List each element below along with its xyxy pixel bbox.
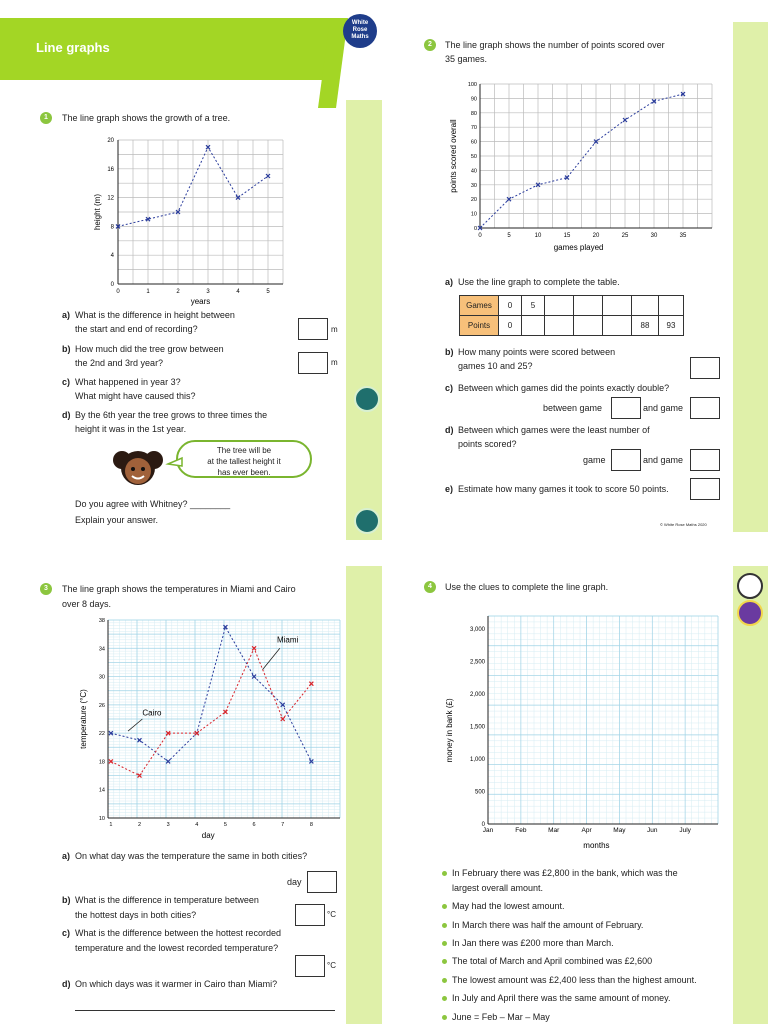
question-text: What is the difference between the hottest recorded	[75, 928, 281, 938]
part-label: c)	[62, 377, 71, 387]
y-tick-label: 0	[110, 282, 114, 288]
unit-label: m	[331, 358, 338, 367]
answer-prefix: and game	[643, 403, 684, 413]
x-tick-label: Apr	[581, 827, 592, 834]
table-cell[interactable]	[659, 296, 684, 316]
y-tick-label: 90	[470, 96, 477, 103]
y-tick-label: 20	[107, 138, 114, 144]
question-text: Estimate how many games it took to score 50 points.	[458, 484, 669, 494]
question-number: 2	[424, 39, 436, 51]
y-tick-label: 18	[98, 759, 105, 766]
speech-bubble: The tree will be at the tallest height it has ever been.	[176, 440, 312, 478]
question-text: the start and end of recording?	[75, 324, 198, 334]
table-cell: 0	[499, 316, 522, 336]
answer-line[interactable]	[75, 1010, 335, 1011]
y-tick-label: 1,500	[469, 724, 485, 731]
x-tick-label: Mar	[548, 827, 560, 834]
x-tick-label: 10	[534, 233, 542, 239]
clue-text: The total of March and April combined was £2,600	[452, 956, 653, 966]
y-tick-label: 500	[474, 789, 485, 796]
clue-text: In July and April there was the same amount of money.	[452, 993, 671, 1003]
y-tick-label: 3,000	[469, 627, 485, 633]
clue-text: June = Feb – Mar – May	[452, 1012, 550, 1022]
margin-stripe	[346, 566, 382, 1024]
question-text: How much did the tree grow between	[75, 344, 224, 354]
x-tick-label: 1	[109, 822, 113, 828]
x-axis-label: years	[190, 297, 211, 306]
bullet-icon	[442, 1015, 447, 1020]
y-tick-label: 100	[467, 82, 477, 88]
y-tick-label: 20	[470, 197, 477, 204]
x-tick-label: 30	[650, 233, 658, 239]
clue-text: The lowest amount was £2,400 less than the highest amount.	[452, 975, 697, 985]
x-tick-label: 7	[281, 822, 285, 828]
answer-box[interactable]	[690, 478, 720, 500]
question-text: points scored?	[458, 439, 517, 449]
question-prompt: The line graph shows the number of points scored over	[445, 40, 665, 50]
question-text: By the 6th year the tree grows to three times the	[75, 410, 268, 420]
table-header-cell: Points	[460, 316, 499, 336]
question-number: 4	[424, 581, 436, 593]
x-tick-label: 3	[166, 822, 170, 828]
part-label: d)	[62, 410, 71, 420]
y-tick-label: 60	[470, 139, 477, 146]
x-tick-label: 5	[266, 289, 270, 295]
x-tick-label: 8	[309, 822, 313, 828]
bullet-icon	[442, 904, 447, 909]
plot-area	[488, 616, 718, 824]
table-cell[interactable]	[522, 316, 545, 336]
x-tick-label: 25	[621, 233, 629, 239]
bullet-icon	[442, 959, 447, 964]
x-tick-label: Feb	[515, 827, 527, 834]
answer-box[interactable]	[690, 357, 720, 379]
answer-box[interactable]	[690, 397, 720, 419]
table-cell: 5	[522, 296, 545, 316]
bullet-icon	[442, 871, 447, 876]
margin-stripe	[346, 100, 382, 540]
question-prompt: Use the clues to complete the line graph.	[445, 582, 609, 592]
x-tick-label: Jun	[647, 827, 658, 834]
x-axis-label: months	[583, 841, 610, 850]
x-tick-label: May	[613, 827, 626, 834]
y-tick-label: 0	[473, 226, 477, 232]
part-label: a)	[62, 851, 71, 861]
temperature-chart	[76, 612, 334, 842]
part-label: b)	[445, 347, 454, 357]
table-cell[interactable]	[574, 296, 603, 316]
question-text: What might have caused this?	[75, 391, 196, 401]
y-tick-label: 38	[98, 618, 105, 624]
y-tick-label: 16	[107, 166, 114, 173]
question-text: games 10 and 25?	[458, 361, 533, 371]
question-text: temperature and the lowest recorded temperature?	[75, 943, 279, 953]
y-axis-label: temperature (°C)	[79, 689, 88, 749]
question-text: On which days was it warmer in Cairo than Miami?	[75, 979, 278, 989]
part-label: b)	[62, 344, 71, 354]
points-table	[459, 295, 684, 336]
clue-text: In March there was half the amount of February.	[452, 920, 644, 930]
cairo-label: Cairo	[142, 708, 162, 718]
question-prompt: over 8 days.	[62, 599, 112, 609]
bullet-icon	[442, 978, 447, 983]
y-tick-label: 70	[470, 125, 477, 132]
x-tick-label: 15	[563, 233, 571, 239]
copyright: © White Rose Maths 2020	[660, 522, 707, 527]
answer-prefix: between game	[543, 403, 603, 413]
x-tick-label: 6	[252, 822, 256, 828]
part-label: a)	[62, 310, 71, 320]
page-title: Line graphs	[36, 40, 110, 55]
margin-stripe	[733, 22, 768, 532]
part-label: d)	[445, 425, 454, 435]
table-cell[interactable]	[632, 296, 659, 316]
discussion-icon	[354, 386, 380, 412]
x-tick-label: 0	[116, 289, 120, 295]
table-cell: 0	[499, 296, 522, 316]
answer-prefix: game	[583, 455, 606, 465]
y-axis-label: height (m)	[93, 193, 102, 231]
question-text: the hottest days in both cities?	[75, 910, 197, 920]
pencil-task-icon	[737, 600, 763, 626]
bullet-icon	[442, 941, 447, 946]
table-cell[interactable]	[545, 296, 574, 316]
x-axis-label: day	[201, 831, 215, 840]
x-tick-label: Jan	[482, 827, 494, 834]
unit-label: °C	[327, 961, 336, 970]
x-tick-label: 2	[176, 289, 180, 295]
y-axis-label: points scored overall	[449, 119, 458, 193]
table-header-cell: Games	[460, 296, 499, 316]
table-cell: 88	[632, 316, 659, 336]
y-tick-label: 1,000	[469, 757, 485, 763]
table-cell[interactable]	[603, 296, 632, 316]
y-tick-label: 22	[98, 731, 105, 738]
discussion-icon	[354, 508, 380, 534]
question-number: 1	[40, 112, 52, 124]
answer-prefix: and game	[643, 455, 684, 465]
question-number: 3	[40, 583, 52, 595]
table-cell[interactable]	[603, 316, 632, 336]
miami-label: Miami	[276, 635, 299, 645]
y-tick-label: 80	[470, 110, 477, 117]
y-axis-label: money in bank (£)	[445, 698, 454, 763]
answer-box[interactable]	[295, 904, 325, 926]
x-axis-label: games played	[553, 243, 604, 252]
question-text: Explain your answer.	[75, 515, 159, 525]
part-label: a)	[445, 277, 454, 287]
y-tick-label: 12	[107, 195, 114, 202]
bullet-icon	[442, 996, 447, 1001]
question-prompt: The line graph shows the growth of a tree.	[62, 113, 231, 123]
y-tick-label: 10	[470, 211, 477, 218]
part-label: b)	[62, 895, 71, 905]
money-in-bank-chart	[438, 610, 722, 858]
question-text: the 2nd and 3rd year?	[75, 358, 164, 368]
x-tick-label: July	[679, 827, 691, 834]
question-text: Between which games were the least number of	[458, 425, 650, 435]
x-tick-label: 2	[137, 822, 142, 828]
answer-prefix: day	[287, 877, 302, 887]
tree-growth-chart	[80, 132, 300, 307]
y-tick-label: 10	[98, 816, 105, 822]
y-tick-label: 40	[470, 168, 477, 175]
question-prompt: The line graph shows the temperatures in Miami and Cairo	[62, 584, 296, 594]
y-tick-label: 50	[470, 154, 477, 160]
y-tick-label: 2,000	[469, 692, 485, 698]
part-label: c)	[62, 928, 71, 938]
question-text: height it was in the 1st year.	[75, 424, 187, 434]
bullet-icon	[442, 923, 447, 928]
unit-label: °C	[327, 910, 336, 919]
y-tick-label: 2,500	[469, 659, 485, 666]
part-label: d)	[62, 979, 71, 989]
table-cell[interactable]	[545, 316, 574, 336]
y-tick-label: 0	[481, 822, 485, 828]
answer-box[interactable]	[298, 318, 328, 340]
clue-text: In February there was £2,800 in the bank, which was the	[452, 868, 678, 878]
x-tick-label: 0	[478, 233, 482, 239]
y-tick-label: 14	[98, 787, 105, 794]
table-cell: 93	[659, 316, 684, 336]
x-tick-label: 5	[223, 822, 227, 828]
speech-bubble-tail	[168, 458, 182, 468]
table-cell[interactable]	[574, 316, 603, 336]
question-text: How many points were scored between	[458, 347, 616, 357]
white-rose-logo: White Rose Maths	[343, 14, 377, 48]
answer-box[interactable]	[295, 955, 325, 977]
points-scored-chart	[446, 80, 716, 260]
y-tick-label: 8	[110, 224, 114, 231]
x-tick-label: 4	[236, 289, 240, 295]
question-text: What happened in year 3?	[75, 377, 181, 387]
whitney-character-illustration	[104, 446, 172, 486]
x-tick-label: 1	[146, 289, 150, 295]
question-text: Use the line graph to complete the table.	[458, 277, 620, 287]
question-text: On what day was the temperature the same in both cities?	[75, 851, 308, 861]
answer-box[interactable]	[611, 449, 641, 471]
x-tick-label: 5	[507, 233, 511, 239]
y-tick-label: 26	[98, 702, 105, 709]
question-text: Between which games did the points exactly double?	[458, 383, 670, 393]
question-prompt: 35 games.	[445, 54, 488, 64]
y-tick-label: 30	[98, 674, 105, 681]
question-text: What is the difference in height between	[75, 310, 235, 320]
y-tick-label: 34	[98, 646, 105, 653]
answer-box[interactable]	[611, 397, 641, 419]
clue-text: In Jan there was £200 more than March.	[452, 938, 614, 948]
question-text: Do you agree with Whitney? ________	[75, 499, 231, 509]
margin-stripe	[733, 566, 768, 1024]
x-tick-label: 4	[195, 822, 199, 828]
part-label: e)	[445, 484, 454, 494]
unit-label: m	[331, 325, 338, 334]
x-tick-label: 20	[592, 233, 600, 239]
answer-box[interactable]	[307, 871, 337, 893]
clue-text: largest overall amount.	[452, 883, 544, 893]
x-tick-label: 3	[206, 289, 210, 295]
y-tick-label: 30	[470, 182, 477, 189]
answer-box[interactable]	[298, 352, 328, 374]
question-text: What is the difference in temperature between	[75, 895, 259, 905]
part-label: c)	[445, 383, 454, 393]
clue-text: May had the lowest amount.	[452, 901, 565, 911]
y-tick-label: 4	[110, 253, 114, 260]
answer-box[interactable]	[690, 449, 720, 471]
discussion-icon	[737, 573, 763, 599]
x-tick-label: 35	[679, 233, 687, 239]
